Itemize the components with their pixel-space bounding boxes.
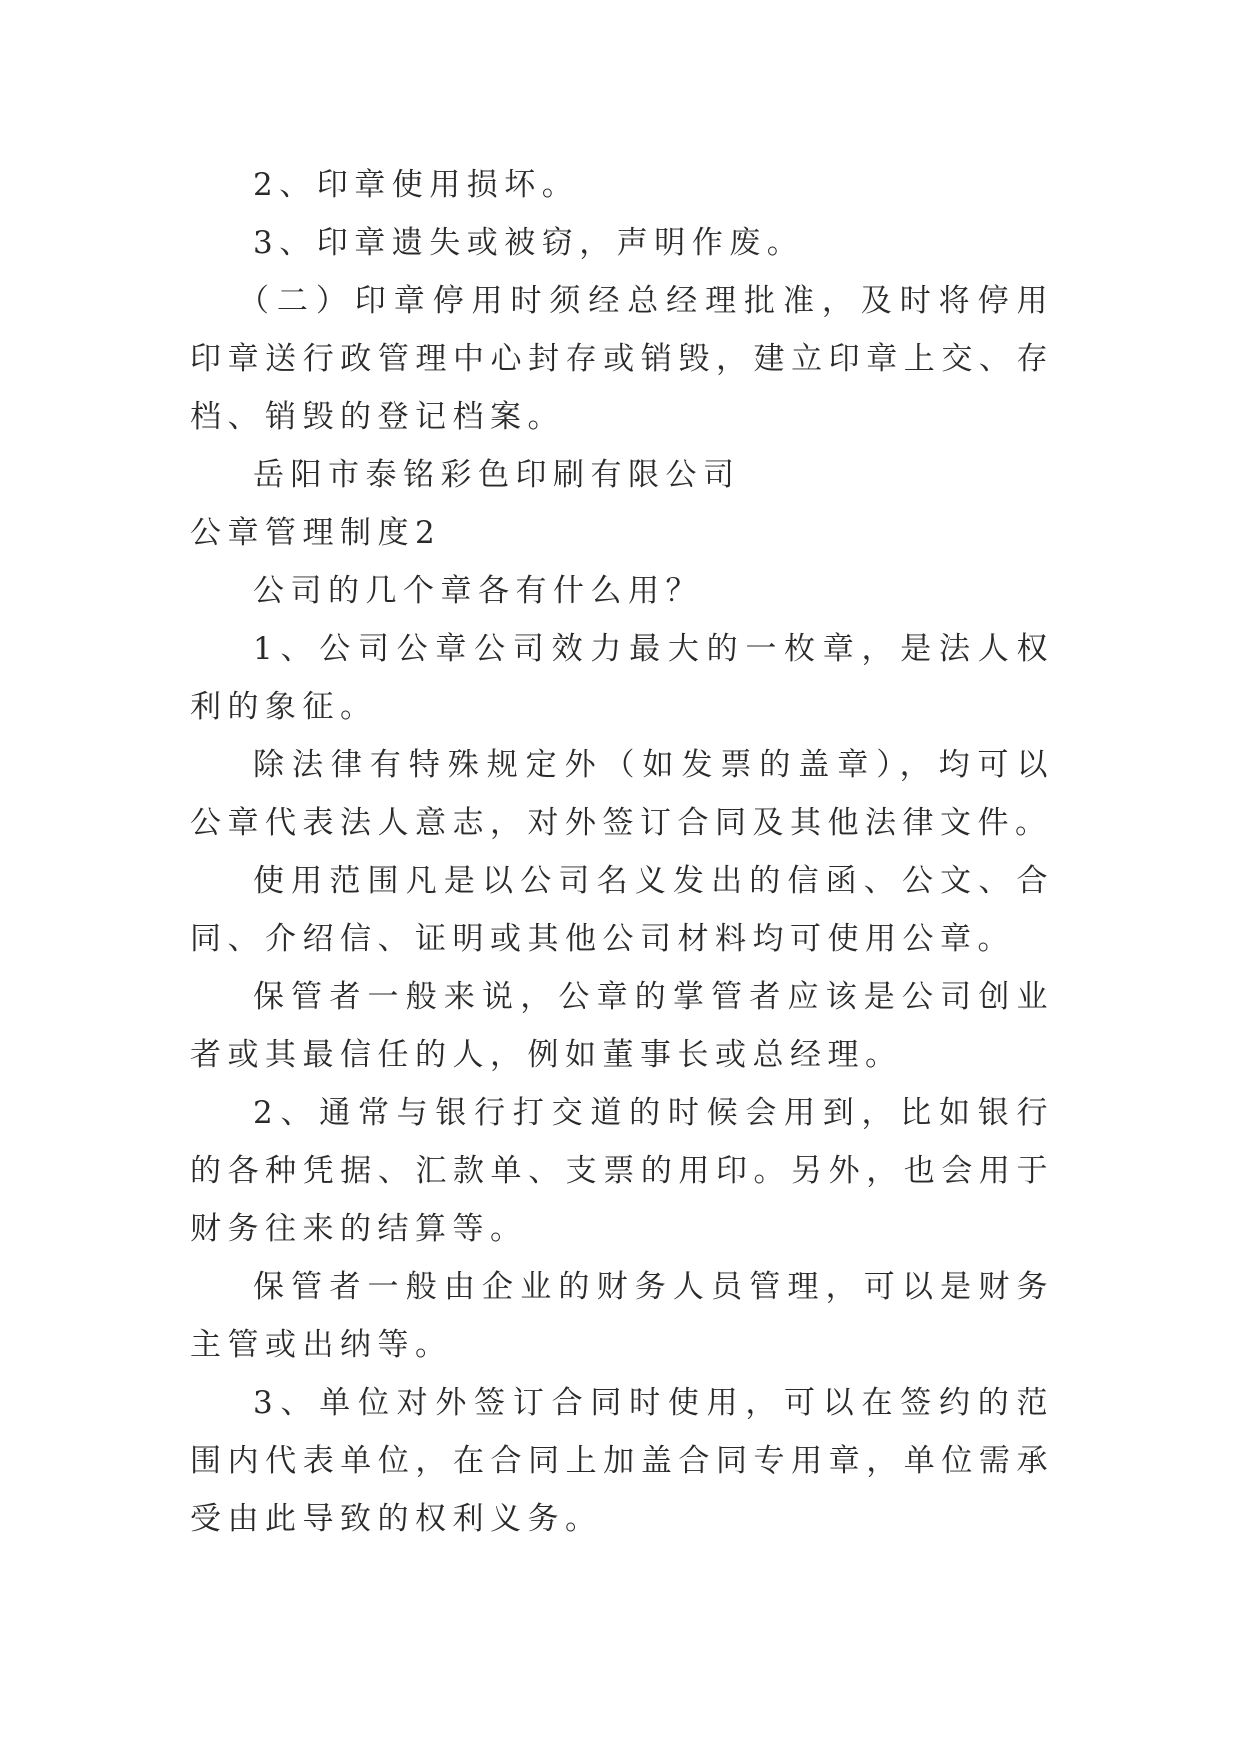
- section-title: 公章管理制度2: [190, 515, 442, 551]
- paragraph-item-1: 2、印章使用损坏。: [253, 167, 580, 203]
- company-name-line: 岳阳市泰铭彩色印刷有限公司: [253, 457, 741, 493]
- paragraph-item-13: 3、单位对外签订合同时使用，可以在签约的范围内代表单位，在合同上加盖合同专用章，单位需承受由此导致的权利义务。: [190, 1385, 1054, 1537]
- paragraph-item-10: 保管者一般来说，公章的掌管者应该是公司创业者或其最信任的人，例如董事长或总经理。: [190, 979, 1054, 1073]
- paragraph-item-2: 3、印章遗失或被窃，声明作废。: [253, 225, 805, 261]
- paragraph-item-12: 保管者一般由企业的财务人员管理，可以是财务主管或出纳等。: [190, 1269, 1054, 1363]
- paragraph-item-8: 除法律有特殊规定外（如发票的盖章），均可以公章代表法人意志，对外签订合同及其他法律文件。: [190, 747, 1054, 841]
- paragraph-item-7: 1、公司公章公司效力最大的一枚章，是法人权利的象征。: [190, 631, 1054, 725]
- paragraph-item-6: 公司的几个章各有什么用？: [253, 573, 703, 609]
- document-body: [190, 156, 1054, 1548]
- paragraph-item-11: 2、通常与银行打交道的时候会用到，比如银行的各种凭据、汇款单、支票的用印。另外，也会用于财务往来的结算等。: [190, 1095, 1054, 1247]
- paragraph-item-3: （二）印章停用时须经总经理批准，及时将停用印章送行政管理中心封存或销毁，建立印章上交、存档、销毁的登记档案。: [190, 283, 1054, 435]
- paragraph-item-9: 使用范围凡是以公司名义发出的信函、公文、合同、介绍信、证明或其他公司材料均可使用公章。: [190, 863, 1054, 957]
